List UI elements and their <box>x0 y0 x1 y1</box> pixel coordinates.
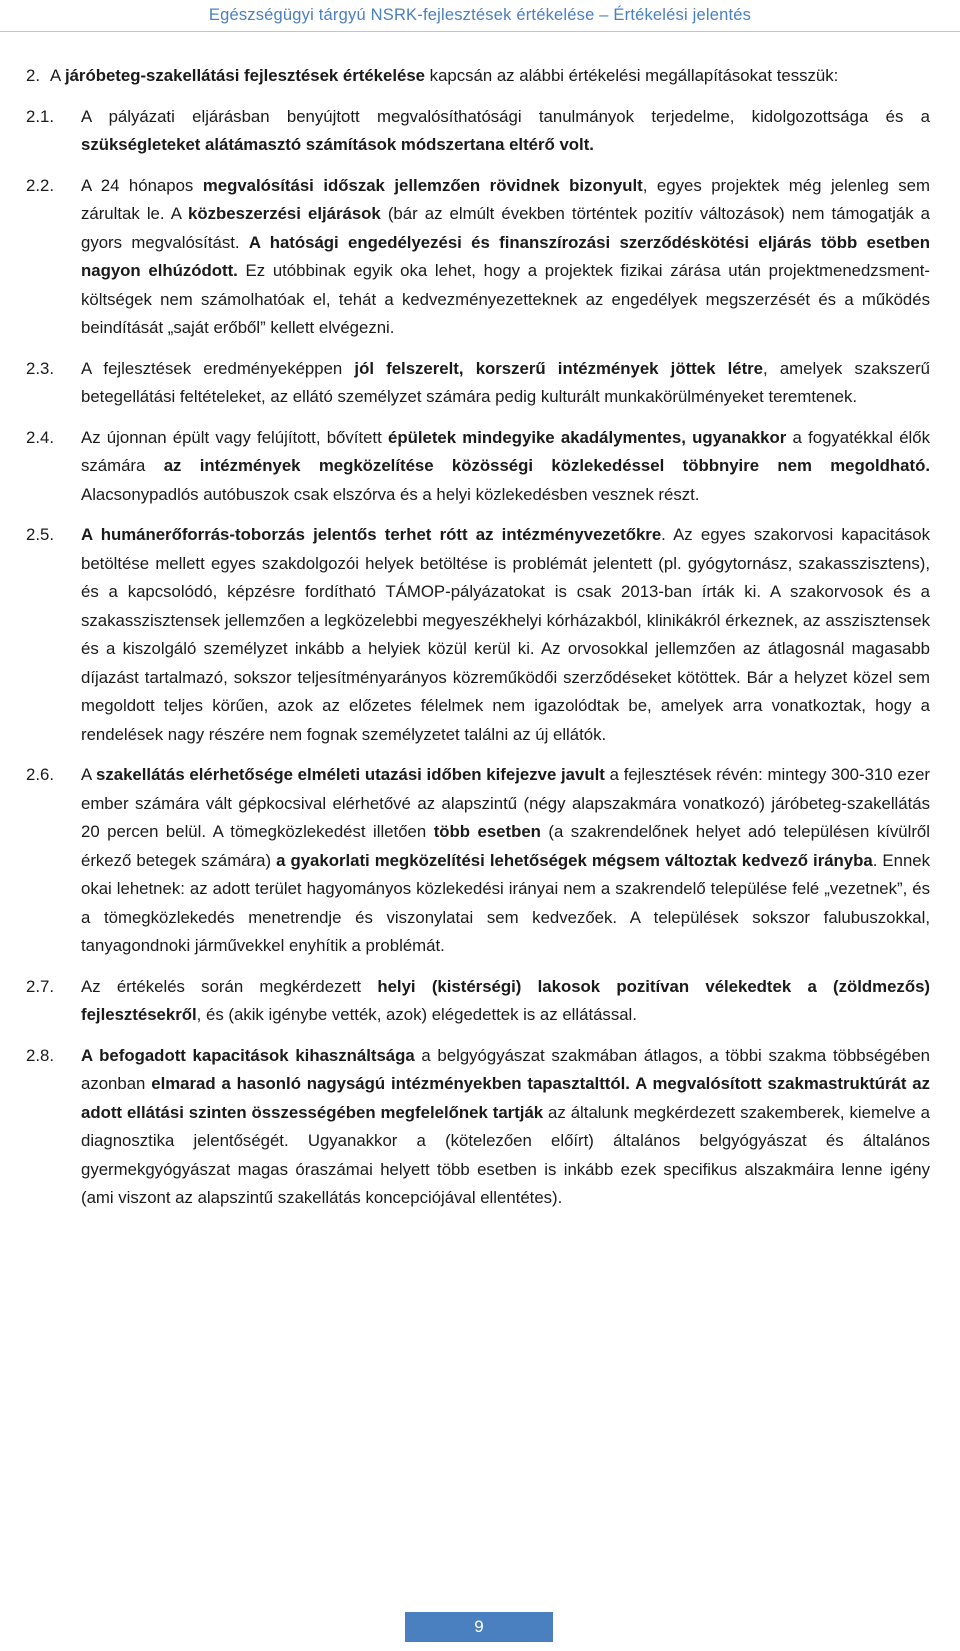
running-header: Egészségügyi tárgyú NSRK-fejlesztések értékelése – Értékelési jelentés <box>208 6 752 24</box>
bold-text-run: több esetben <box>433 822 541 841</box>
bold-text-run: A hatósági engedélyezési és finanszírozási szerződéskötési eljárás több esetben nagyon elhúzódott. <box>81 232 931 280</box>
bold-text-run: közbeszerzési eljárások <box>188 204 381 223</box>
bold-text-run: helyi (kistérségi) lakosok pozitívan vélekedtek a (zöldmezős) fejlesztésekről <box>81 976 930 1024</box>
text-run: (bár az elmúlt években történtek pozitív változások) nem támogatják a gyors megvalósítást. <box>81 204 931 252</box>
text-run: a fogyatékkal élők számára <box>81 427 930 475</box>
document-body <box>26 62 930 1225</box>
text-run: Az értékelés során megkérdezett <box>81 976 378 996</box>
bold-text-run: megvalósítási időszak jellemzően rövidnek bizonyult <box>202 175 643 195</box>
header-divider <box>0 31 960 32</box>
section-intro-text <box>50 62 930 91</box>
finding-2-7 <box>26 973 930 1030</box>
text-run: Ez utóbbinak egyik oka lehet, hogy a projektek fizikai zárása után projektmenedzsment-költségek nem számolhatóak el, tehát a kedvezményezetteknek az engedélyek megszerzését és a működés beindítását „saját erőből” kellett elvégezni. <box>81 261 930 337</box>
page-number: 9 <box>405 1612 553 1642</box>
text-run: A 24 hónapos <box>81 175 203 195</box>
finding-2-6 <box>26 761 930 961</box>
text-run: a belgyógyászat szakmában átlagos, a többi szakma többségében azonban <box>81 1045 930 1093</box>
finding-text <box>81 973 930 1030</box>
text-run: A <box>50 66 65 85</box>
text-run: , amelyek szakszerű betegellátási feltételeket, az ellátó személyzet számára pedig kulturált munkakörülményeket teremtenek. <box>81 358 930 406</box>
finding-number: 2.5. <box>26 525 54 544</box>
text-run: kapcsán az alábbi értékelési megállapításokat tesszük: <box>425 66 839 85</box>
bold-text-run: épületek mindegyike akadálymentes, ugyanakkor <box>388 427 787 447</box>
section-number: 2. <box>26 66 40 85</box>
bold-text-run: A befogadott kapacitások kihasználtsága <box>81 1045 415 1065</box>
section-intro <box>26 62 930 91</box>
bold-text-run: A humánerőforrás-toborzás jelentős terhet rótt az intézményvezetőkre <box>81 525 662 544</box>
finding-text <box>81 172 930 343</box>
finding-text <box>81 355 930 412</box>
bold-text-run: járóbeteg-szakellátási fejlesztések értékelése <box>64 66 426 85</box>
bold-text-run: az intézmények megközelítése közösségi közlekedéssel többnyire nem megoldható. <box>163 456 930 475</box>
text-run: A <box>81 765 97 784</box>
finding-2-5 <box>26 521 930 749</box>
finding-text <box>81 761 930 961</box>
text-run: A fejlesztések eredményeképpen <box>81 358 355 378</box>
finding-number: 2.7. <box>26 976 54 996</box>
text-run: . Ennek okai lehetnek: az adott terület hagyományos közlekedési irányai nem a szakrendelő települése felé „vezetnek”, és a tömegközlekedés menetrendje és viszonylatai sem kedvezőek. A települések sokszor falubuszokkal, tanyagondnoki járművekkel enyhítik a problémát. <box>81 850 930 955</box>
bold-text-run: szükségleteket alátámasztó számítások módszertana eltérő volt. <box>81 135 594 154</box>
finding-number: 2.3. <box>26 358 54 378</box>
bold-text-run: szakellátás elérhetősége elméleti utazási időben kifejezve javult <box>96 765 605 784</box>
text-run: . Az egyes szakorvosi kapacitások betöltése mellett egyes szakdolgozói helyek betöltése is problémát jelentett (pl. gyógytornász, szakasszisztens), és a kapcsolódó, képzésre fordítható TÁMOP-pályázatokat is csak 2013-ban írták ki. A szakorvosok és a szakasszisztensek jellemzően a legközelebbi megyeszékhelyi kórházakból, klinikákról érkeznek, az asszisztensek és a kiszolgáló személyzet inkább a helyiek közül kerül ki. Az orvosokkal jellemzően az átlagosnál magasabb díjazást tartalmazó, sokszor teljesítményarányos közreműködői szerződéseket kötöttek. Bár a helyzet közel sem megoldott teljes körűen, azok az előzetes félelmek nem igazolódtak be, amelyek arra vonatkoztak, hogy a rendelések nagy részére nem fognak személyzetet találni az új ellátók. <box>81 525 930 744</box>
finding-number: 2.8. <box>26 1045 54 1065</box>
finding-2-1 <box>26 103 930 160</box>
finding-number: 2.2. <box>26 175 54 195</box>
text-run: az általunk megkérdezett szakemberek, kiemelve a diagnosztika jelentőségét. Ugyanakkor a (kötelezően előírt) általános belgyógyászat és általános gyermekgyógyászat magas óraszámai helyett több esetben is inkább ezek specifikus alszakmáira lenne igény (ami viszont az alapszintű szakellátás koncepciójával ellentétes). <box>81 1102 930 1207</box>
finding-text <box>81 1042 930 1213</box>
finding-2-4 <box>26 424 930 510</box>
bold-text-run: jól felszerelt, korszerű intézmények jöttek létre <box>354 358 764 378</box>
text-run: a fejlesztések révén: mintegy 300-310 ezer ember számára vált gépkocsival elérhetővé az alapszintű (négy alapszakmára vonatkozó) járóbeteg-szakellátás 20 percen belül. A tömegközlekedést illetően <box>81 765 930 841</box>
finding-2-8 <box>26 1042 930 1213</box>
finding-number: 2.4. <box>26 427 54 447</box>
finding-text <box>81 521 930 749</box>
finding-text <box>81 103 930 160</box>
text-run: A pályázati eljárásban benyújtott megvalósíthatósági tanulmányok terjedelme, kidolgozottsága és a <box>81 106 930 126</box>
text-run: Az újonnan épült vagy felújított, bővített <box>81 427 388 447</box>
finding-number: 2.1. <box>26 106 54 126</box>
text-run: , és (akik igénybe vették, azok) elégedettek is az ellátással. <box>196 1005 637 1024</box>
finding-2-2 <box>26 172 930 343</box>
finding-text <box>81 424 930 510</box>
finding-2-3 <box>26 355 930 412</box>
bold-text-run: a gyakorlati megközelítési lehetőségek mégsem változtak kedvező irányba <box>276 850 873 870</box>
text-run: Alacsonypadlós autóbuszok csak elszórva és a helyi közlekedésben vesznek részt. <box>81 484 700 504</box>
bold-text-run: elmarad a hasonló nagyságú intézményekben tapasztalttól. A megvalósított szakmastruktúrát az adott ellátási szinten összességében megfelelőnek tartják <box>81 1074 930 1122</box>
finding-number: 2.6. <box>26 765 54 784</box>
text-run: , egyes projektek még jelenleg sem zárultak le. A <box>81 175 930 223</box>
text-run: (a szakrendelőnek helyet adó településen kívülről érkező betegek számára) <box>81 822 930 870</box>
